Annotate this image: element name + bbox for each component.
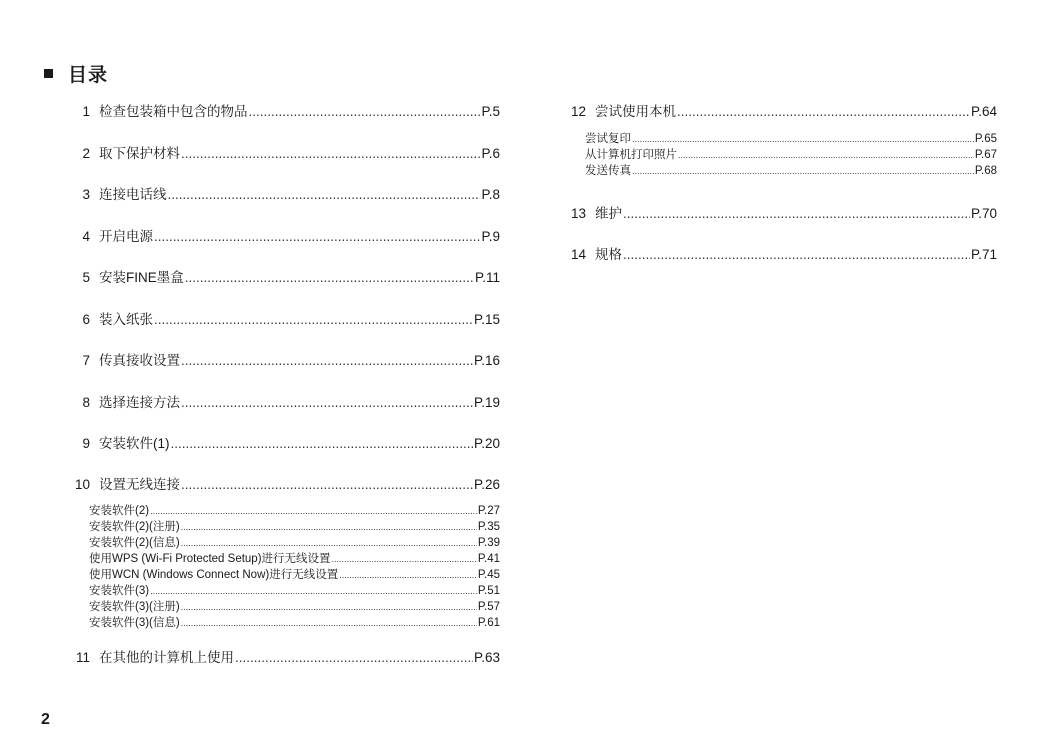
toc-entry-1[interactable] (60, 100, 500, 120)
toc-entry-page: P.9 (481, 229, 500, 244)
toc-subentry-label: 安装软件(2)(信息) (89, 537, 180, 549)
toc-subentry-page: P.27 (477, 505, 500, 517)
toc-entry-number: 1 (82, 104, 90, 119)
dot-leader (154, 312, 473, 327)
dot-leader (150, 586, 477, 596)
toc-subentry-page: P.45 (477, 569, 500, 581)
toc-subentry-label: 安装软件(3)(注册) (89, 601, 180, 613)
dot-leader (249, 104, 481, 119)
toc-entry-3[interactable] (60, 183, 500, 203)
toc-entry-9[interactable] (60, 432, 500, 452)
toc-subentry-page: P.39 (477, 537, 500, 549)
toc-subentry-page: P.51 (477, 585, 500, 597)
toc-entry-number: 5 (82, 270, 90, 285)
toc-entry-page: P.70 (970, 206, 997, 221)
toc-subentry-label: 从计算机打印照片 (585, 149, 677, 161)
toc-entry-label: 连接电话线 (99, 187, 167, 202)
toc-entry-6[interactable] (60, 308, 500, 328)
toc-entry-5[interactable] (60, 266, 500, 286)
toc-entry-number: 7 (82, 353, 90, 368)
toc-entry-label: 在其他的计算机上使用 (99, 650, 234, 665)
dot-leader (154, 229, 480, 244)
dot-leader (181, 522, 477, 532)
dot-leader (235, 650, 473, 665)
page-number: 2 (41, 711, 50, 728)
dot-leader (150, 506, 477, 516)
dot-leader (171, 436, 473, 451)
toc-entry-7[interactable] (60, 349, 500, 369)
toc-subentry[interactable] (89, 598, 500, 614)
dot-leader (181, 146, 480, 161)
toc-entry-12[interactable] (556, 100, 997, 120)
toc-subentry[interactable] (89, 614, 500, 630)
dot-leader (185, 270, 474, 285)
dot-leader (623, 247, 970, 262)
toc-subentries-10 (89, 502, 500, 630)
dot-leader (623, 206, 970, 221)
toc-subentry-page: P.65 (974, 133, 997, 145)
dot-leader (181, 353, 473, 368)
toc-subentry[interactable] (89, 550, 500, 566)
toc-subentry[interactable] (585, 130, 997, 146)
toc-entry-label: 安装软件(1) (99, 436, 170, 451)
dot-leader (181, 618, 477, 628)
dot-leader (168, 187, 481, 202)
dot-leader (632, 134, 974, 144)
toc-entry-number: 10 (74, 477, 90, 492)
toc-entry-4[interactable] (60, 225, 500, 245)
toc-entry-number: 14 (570, 247, 586, 262)
toc-subentry[interactable] (89, 518, 500, 534)
toc-subentry[interactable] (585, 162, 997, 178)
toc-subentry-page: P.61 (477, 617, 500, 629)
toc-entry-number: 2 (82, 146, 90, 161)
dot-leader (677, 104, 970, 119)
toc-subentry-label: 使用WPS (Wi-Fi Protected Setup)进行无线设置 (89, 553, 331, 565)
toc-subentries-12 (585, 130, 997, 178)
toc-subentry-label: 安装软件(2)(注册) (89, 521, 180, 533)
toc-subentry-page: P.41 (477, 553, 500, 565)
toc-entry-page: P.26 (473, 477, 500, 492)
toc-entry-page: P.71 (970, 247, 997, 262)
toc-entry-2[interactable] (60, 142, 500, 162)
toc-entry-number: 8 (82, 395, 90, 410)
toc-entry-8[interactable] (60, 391, 500, 411)
toc-entry-number: 9 (82, 436, 90, 451)
toc-entry-number: 13 (570, 206, 586, 221)
toc-entry-number: 6 (82, 312, 90, 327)
toc-subentry[interactable] (89, 534, 500, 550)
toc-entry-page: P.8 (481, 187, 500, 202)
toc-entry-label: 规格 (595, 247, 622, 262)
toc-subentry[interactable] (89, 566, 500, 582)
toc-subentry-label: 安装软件(3) (89, 585, 150, 597)
toc-entry-page: P.16 (473, 353, 500, 368)
toc-subentry[interactable] (585, 146, 997, 162)
toc-entry-label: 检查包装箱中包含的物品 (99, 104, 248, 119)
toc-subentry-page: P.68 (974, 165, 997, 177)
dot-leader (181, 477, 473, 492)
toc-subentry-label: 使用WCN (Windows Connect Now)进行无线设置 (89, 569, 339, 581)
toc-entry-label: 尝试使用本机 (595, 104, 676, 119)
dot-leader (632, 166, 974, 176)
toc-subentry-label: 尝试复印 (585, 133, 631, 145)
toc-entry-label: 取下保护材料 (99, 146, 180, 161)
toc-subentry-label: 发送传真 (585, 165, 631, 177)
toc-entry-14[interactable] (556, 243, 997, 263)
toc-entry-13[interactable] (556, 202, 997, 222)
toc-entry-number: 3 (82, 187, 90, 202)
toc-subentry-page: P.67 (974, 149, 997, 161)
toc-entry-label: 开启电源 (99, 229, 153, 244)
toc-title: 目录 (68, 65, 109, 86)
toc-entry-label: 安装FINE墨盒 (99, 270, 184, 285)
toc-subentry-label: 安装软件(3)(信息) (89, 617, 180, 629)
dot-leader (332, 554, 477, 564)
toc-entry-10[interactable] (60, 473, 500, 493)
toc-entry-page: P.20 (473, 436, 500, 451)
toc-subentry-page: P.57 (477, 601, 500, 613)
toc-subentry-label: 安装软件(2) (89, 505, 150, 517)
toc-entry-number: 4 (82, 229, 90, 244)
toc-entry-page: P.6 (481, 146, 500, 161)
toc-entry-label: 维护 (595, 206, 622, 221)
toc-subentry[interactable] (89, 582, 500, 598)
toc-entry-label: 选择连接方法 (99, 395, 180, 410)
dot-leader (181, 395, 473, 410)
toc-entry-page: P.5 (481, 104, 500, 119)
dot-leader (181, 602, 477, 612)
toc-subentry-page: P.35 (477, 521, 500, 533)
toc-entry-label: 设置无线连接 (99, 477, 180, 492)
toc-entry-page: P.64 (970, 104, 997, 119)
toc-heading (44, 60, 108, 87)
toc-entry-label: 装入纸张 (99, 312, 153, 327)
dot-leader (339, 570, 477, 580)
dot-leader (181, 538, 477, 548)
toc-entry-11[interactable] (60, 646, 500, 666)
toc-entry-label: 传真接收设置 (99, 353, 180, 368)
toc-entry-number: 12 (570, 104, 586, 119)
toc-entry-page: P.15 (473, 312, 500, 327)
toc-entry-page: P.11 (474, 270, 500, 285)
toc-subentry[interactable] (89, 502, 500, 518)
toc-entry-page: P.19 (473, 395, 500, 410)
dot-leader (678, 150, 974, 160)
bullet-square-icon (44, 69, 53, 78)
toc-entry-number: 11 (75, 650, 90, 665)
toc-entry-page: P.63 (473, 650, 500, 665)
